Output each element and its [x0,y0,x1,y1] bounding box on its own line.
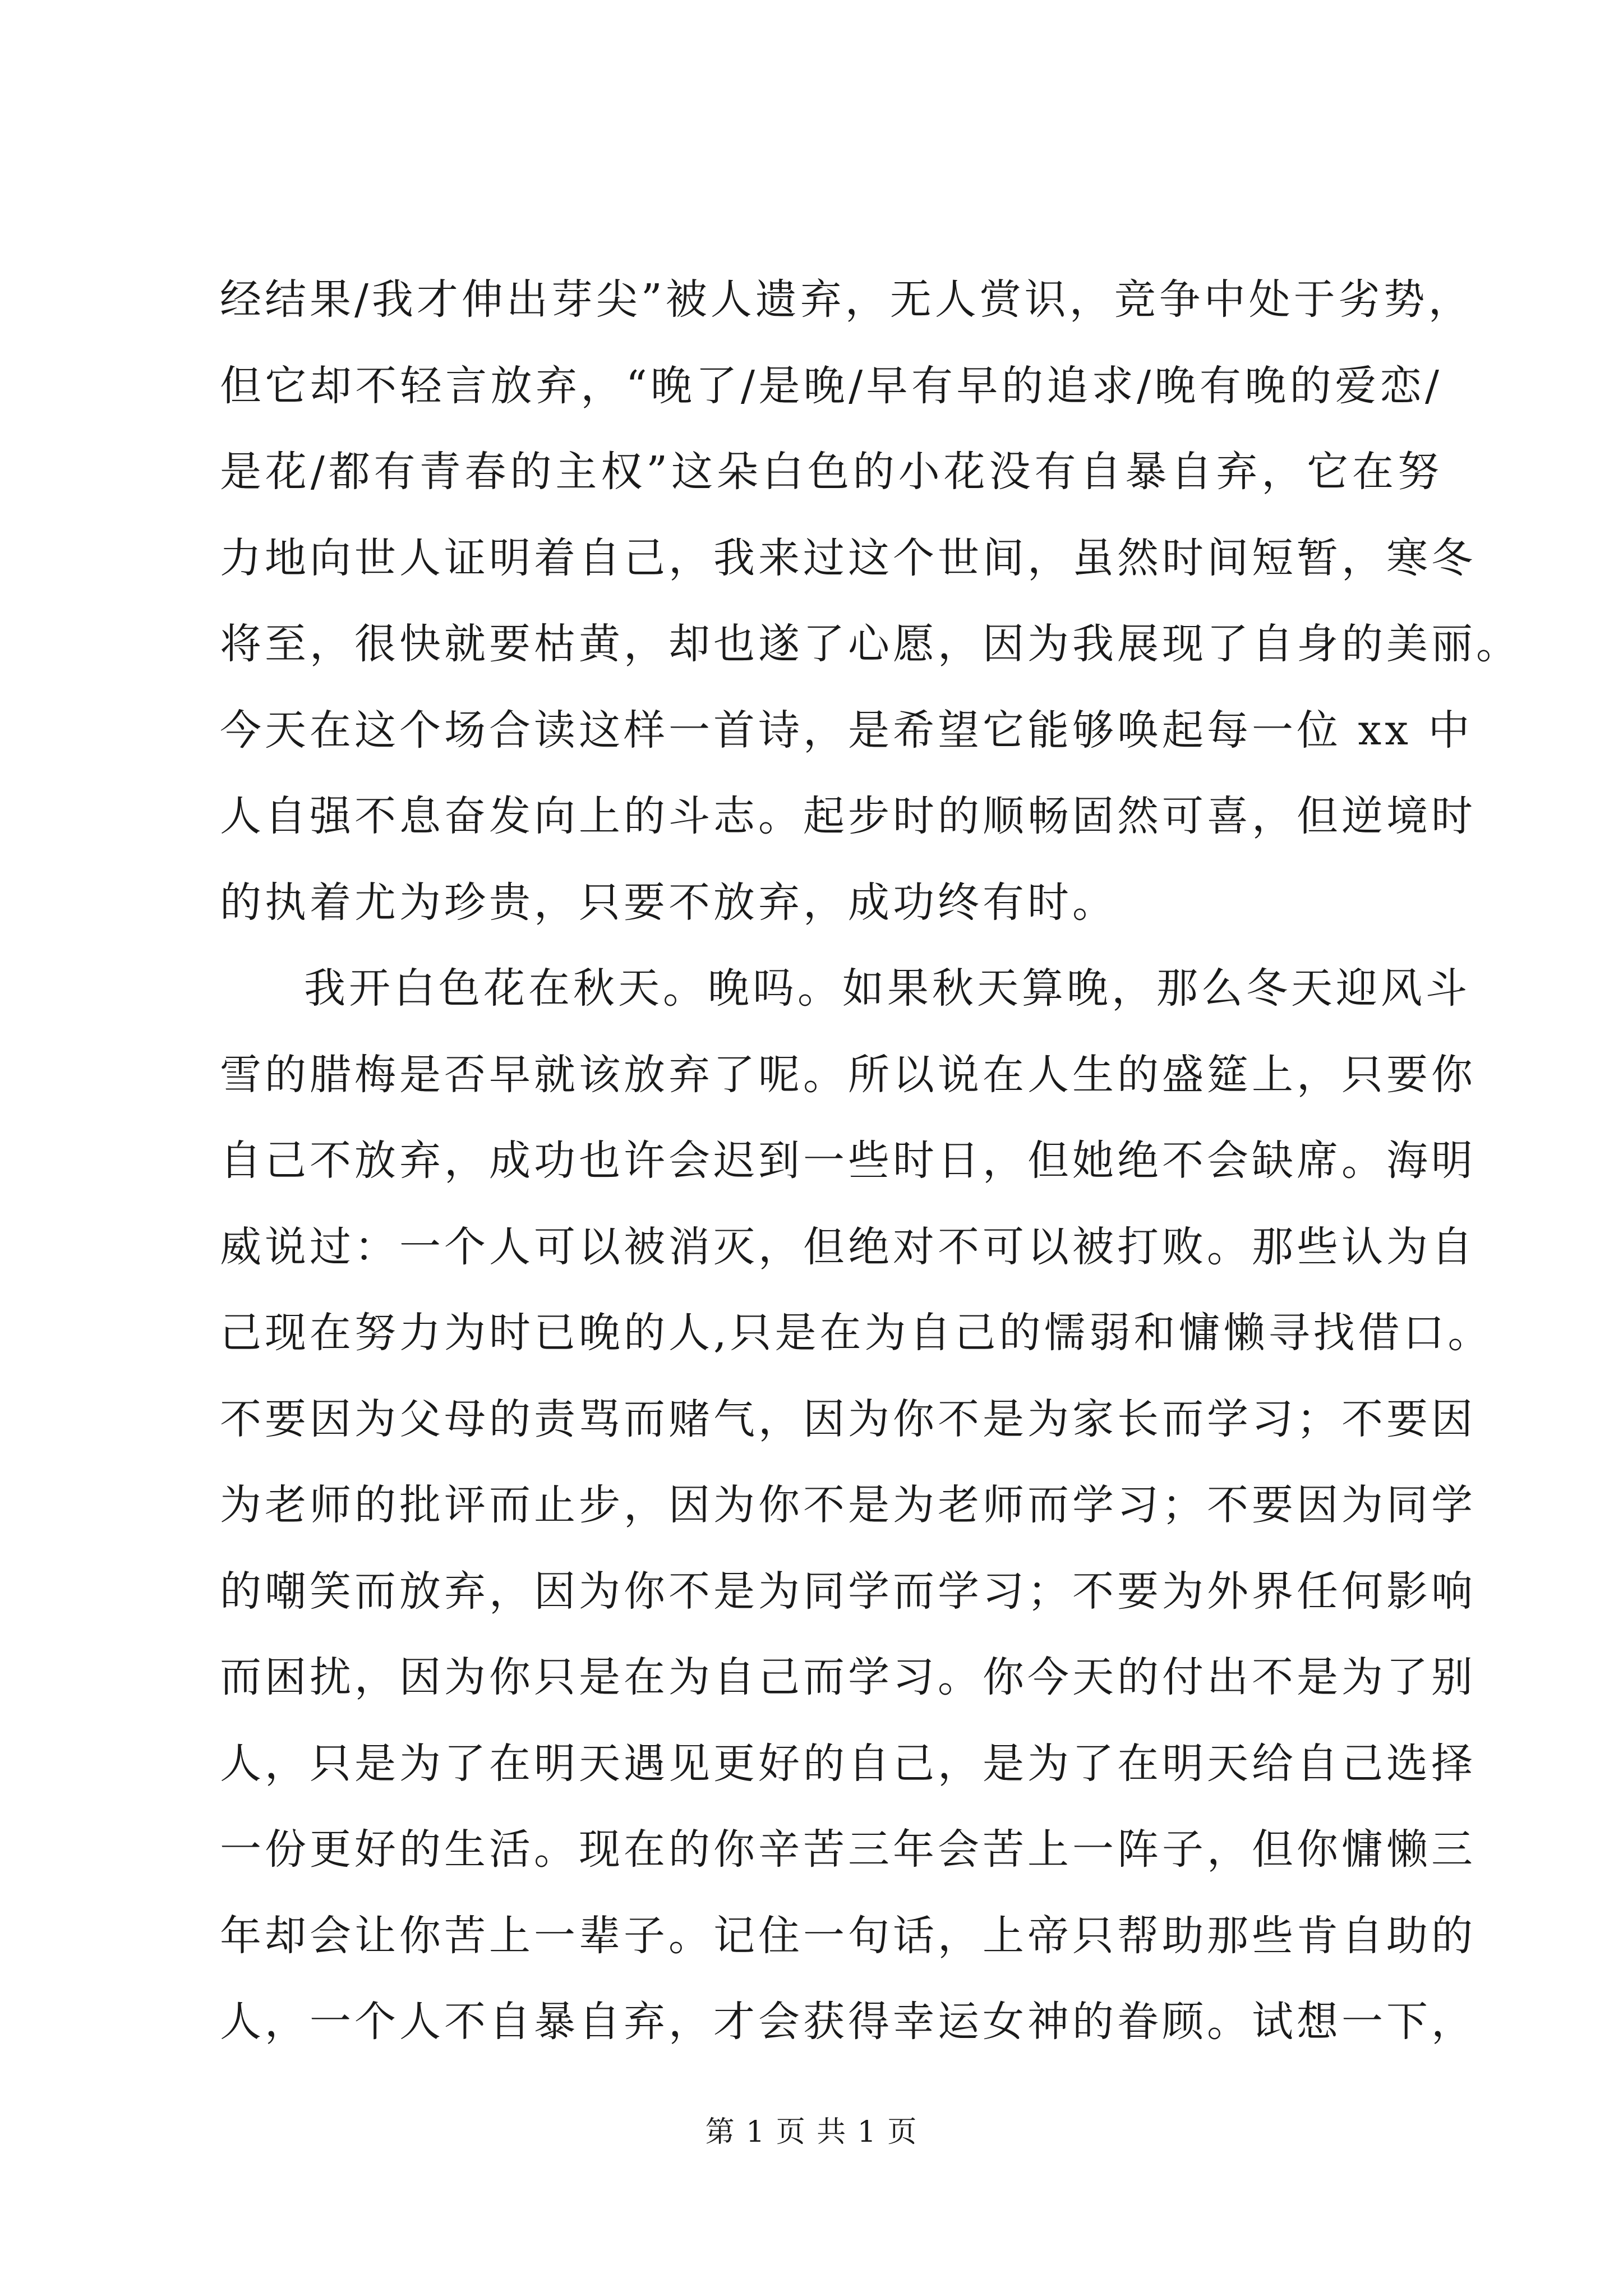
text-line: 而困扰，因为你只是在为自己而学习。你今天的付出不是为了别 [220,1653,1476,1701]
text-line: 一份更好的生活。现在的你辛苦三年会苦上一阵子，但你慵懒三 [220,1825,1476,1874]
text-line: 力地向世人证明着自己，我来过这个世间，虽然时间短暂，寒冬 [220,533,1476,582]
text-line: 经结果/我才伸出芽尖”被人遗弃，无人赏识，竞争中处于劣势， [220,275,1473,324]
text-line: 年却会让你苦上一辈子。记住一句话，上帝只帮助那些肯自助的 [220,1911,1476,1960]
text-line: 不要因为父母的责骂而赌气，因为你不是为家长而学习；不要因 [220,1395,1476,1443]
text-line: 人，一个人不自暴自弃，才会获得幸运女神的眷顾。试想一下， [220,1998,1476,2046]
page-footer: 第 1 页 共 1 页 [705,2115,918,2149]
text-line: 人，只是为了在明天遇见更好的自己，是为了在明天给自己选择 [220,1739,1476,1788]
text-line: 的执着尤为珍贵，只要不放弃，成功终有时。 [220,878,1117,927]
text-line: 是花/都有青春的主权”这朵白色的小花没有自暴自弃，它在努 [220,448,1442,496]
text-line: 雪的腊梅是否早就该放弃了呢。所以说在人生的盛筵上，只要你 [220,1050,1476,1099]
text-line: 为老师的批评而止步，因为你不是为老师而学习；不要因为同学 [220,1481,1476,1529]
text-line: 威说过：一个人可以被消灭，但绝对不可以被打败。那些认为自 [220,1222,1476,1271]
text-line: 将至，很快就要枯黄，却也遂了心愿，因为我展现了自身的美丽。 [220,620,1521,668]
paragraph-first-line: 我开白色花在秋天。晚吗。如果秋天算晚，那么冬天迎风斗 [304,964,1470,1013]
text-line: 己现在努力为时已晚的人,只是在为自己的懦弱和慵懒寻找借口。 [220,1309,1493,1357]
text-line: 人自强不息奋发向上的斗志。起步时的顺畅固然可喜，但逆境时 [220,792,1476,840]
text-line: 自己不放弃，成功也许会迟到一些时日，但她绝不会缺席。海明 [220,1137,1476,1185]
body-text [220,257,1521,2065]
text-line: 的嘲笑而放弃，因为你不是为同学而学习；不要为外界任何影响 [220,1567,1476,1616]
text-line: 今天在这个场合读这样一首诗，是希望它能够唤起每一位 xx 中 [220,706,1473,754]
text-line: 但它却不轻言放弃，“晚了/是晚/早有早的追求/晚有晚的爱恋/ [220,361,1442,410]
